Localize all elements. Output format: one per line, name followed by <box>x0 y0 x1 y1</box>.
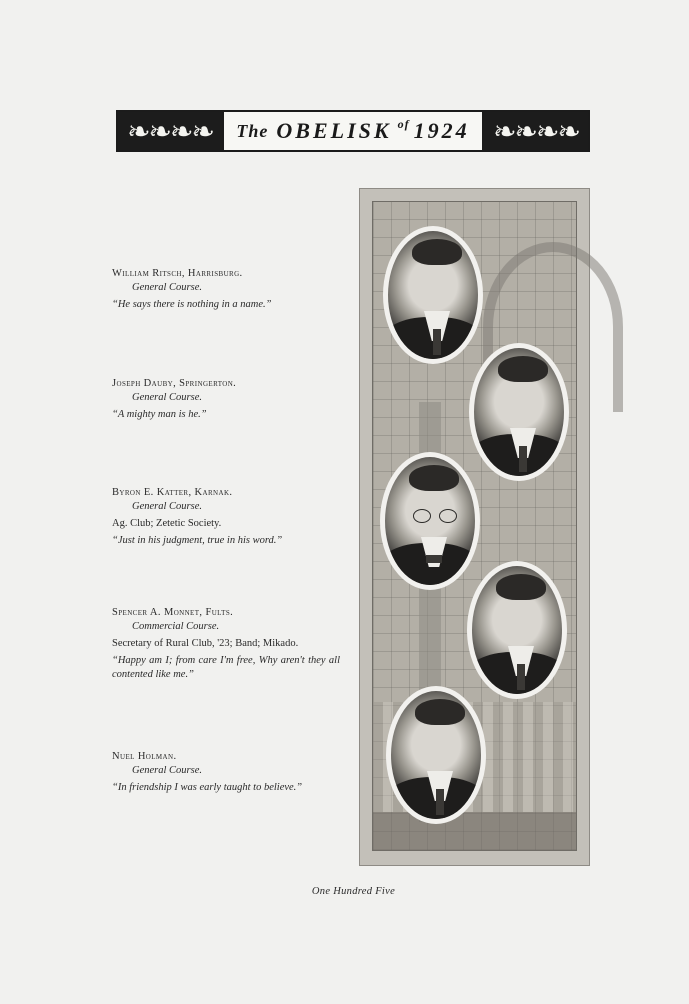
portrait-photo <box>386 686 486 824</box>
student-name: Byron E. Katter, Karnak. <box>112 487 233 498</box>
student-name: Spencer A. Monnet, Fults. <box>112 607 234 618</box>
student-course: General Course. <box>132 501 202 512</box>
student-entry <box>112 750 340 795</box>
portrait-photo <box>383 226 483 364</box>
banner-title <box>222 112 484 150</box>
student-entry <box>112 486 340 548</box>
student-name: Joseph Dauby, Springerton. <box>112 378 237 389</box>
student-course: General Course. <box>132 392 202 403</box>
student-quote: “A mighty man is he.” <box>112 409 207 420</box>
student-course: General Course. <box>132 765 202 776</box>
student-entry <box>112 606 340 682</box>
student-activities: Ag. Club; Zetetic Society. <box>112 518 222 529</box>
portrait-photo <box>469 343 569 481</box>
student-quote: “Happy am I; from care I'm free, Why aren't they all contented like me.” <box>112 655 340 680</box>
student-entry <box>112 267 340 312</box>
student-entry <box>112 377 340 422</box>
banner-the: The <box>236 120 269 141</box>
student-quote: “Just in his judgment, true in his word.” <box>112 535 283 546</box>
portrait-photo <box>467 561 567 699</box>
student-quote: “In friendship I was early taught to believe.” <box>112 782 303 793</box>
student-activities: Secretary of Rural Club, '23; Band; Mikado. <box>112 638 299 649</box>
page-number: One Hundred Five <box>311 886 396 897</box>
student-course: Commercial Course. <box>132 621 220 632</box>
ornament-right-icon: ❧❧❧❧ <box>484 112 588 150</box>
student-course: General Course. <box>132 282 202 293</box>
banner-of: of <box>397 116 410 131</box>
student-quote: “He says there is nothing in a name.” <box>112 299 272 310</box>
page-footer <box>0 886 689 897</box>
header-banner <box>116 110 590 152</box>
banner-obelisk: OBELISK <box>276 118 392 143</box>
ornament-left-icon: ❧❧❧❧ <box>118 112 222 150</box>
portrait-photo <box>380 452 480 590</box>
banner-year: 1924 <box>413 118 470 143</box>
student-name: William Ritsch, Harrisburg. <box>112 268 243 279</box>
student-name: Nuel Holman. <box>112 751 177 762</box>
glasses-icon <box>413 509 457 523</box>
